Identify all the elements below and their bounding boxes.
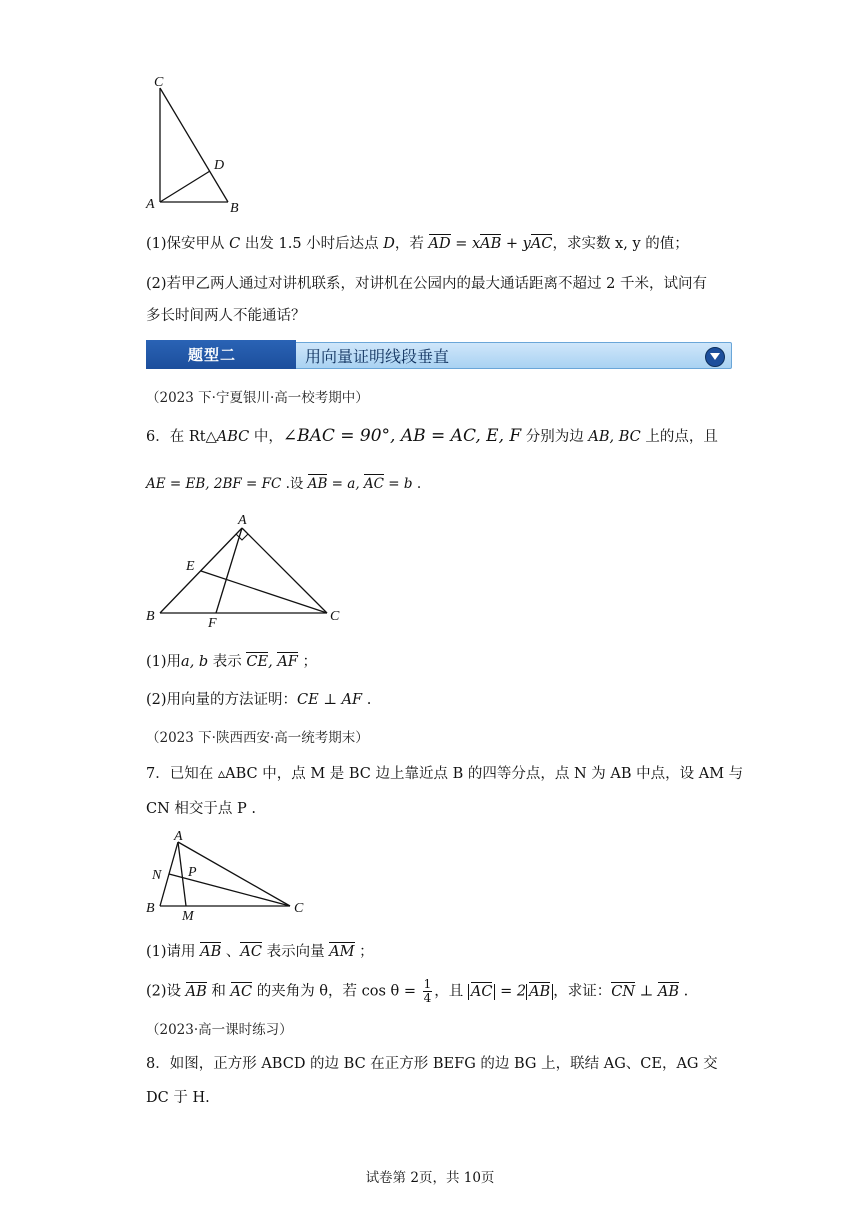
label-M: M <box>182 909 194 924</box>
q8-line2: DC 于 H. <box>146 1090 210 1106</box>
label-C: C <box>154 75 164 90</box>
q7-line1: 7．已知在 ▵ABC 中，点 M 是 BC 边上靠近点 B 的四等分点，点 N 为 AB 中点，设 AM 与 <box>146 766 744 782</box>
label-P: P <box>188 865 197 880</box>
label-E: E <box>186 559 195 574</box>
label-B: B <box>230 201 239 216</box>
label-B: B <box>146 901 155 916</box>
chevron-down-icon <box>705 347 725 367</box>
label-F: F <box>208 616 217 630</box>
q7-part1: (1)请用 AB 、AC 表示向量 AM ； <box>146 944 374 960</box>
label-A: A <box>146 197 155 212</box>
q8-source: （2023·高一课时练习） <box>146 1022 293 1038</box>
banner-title: 用向量证明线段垂直 <box>305 347 450 366</box>
q7-part2: (2)设 AB 和 AC 的夹角为 θ，若 cos θ = $\frac{1}{4}$ ，且 AC = 2 AB ，求证：CN ⊥ AB . <box>146 977 689 1005</box>
page-footer: 试卷第 2页，共 10页 <box>365 1170 495 1186</box>
figure-triangle-abc-right <box>140 510 350 630</box>
label-A: A <box>174 829 183 844</box>
q6-source: （2023 下·宁夏银川·高一校考期中） <box>146 390 369 406</box>
label-B: B <box>146 609 155 624</box>
label-A: A <box>238 513 247 528</box>
label-N: N <box>152 868 162 883</box>
q7-source: （2023 下·陕西西安·高一统考期末） <box>146 730 369 746</box>
q5-part1: (1)保安甲从 C 出发 1.5 小时后达点 D，若 AD = xAB + yAC，求实数 x, y 的值； <box>146 236 689 252</box>
q8-line1: 8．如图，正方形 ABCD 的边 BC 在正方形 BEFG 的边 BG 上，联结 AG、CE，AG 交 <box>146 1056 718 1072</box>
banner-tag <box>146 340 296 369</box>
banner-tag-label: 题型二 <box>188 346 237 364</box>
figure-triangle-abc-cevians <box>140 826 310 926</box>
label-C: C <box>294 901 304 916</box>
q7-line2: CN 相交于点 P . <box>146 801 256 817</box>
q5-part2-line1: (2)若甲乙两人通过对讲机联系，对讲机在公园内的最大通话距离不超过 2 千米，试问有 <box>146 276 707 292</box>
q6-part1: (1)用a, b 表示 CE, AF ； <box>146 654 317 670</box>
q6-line2: AE = EB, 2BF = FC .设 AB = a, AC = b . <box>146 476 422 492</box>
section-banner <box>146 340 730 369</box>
fraction-one-quarter: $\frac{1}{4}$ <box>423 977 432 1005</box>
label-C: C <box>330 609 340 624</box>
label-D: D <box>214 158 225 173</box>
figure-triangle-acb <box>140 70 250 220</box>
q5-part2-line2: 多长时间两人不能通话？ <box>146 308 306 324</box>
banner-title-box <box>274 342 732 369</box>
q6-part2: (2)用向量的方法证明：CE ⊥ AF . <box>146 692 372 708</box>
q6-line1: 6．在 Rt△ABC 中，∠BAC = 90°, AB = AC, E, F 分别为边 AB, BC 上的点，且 <box>146 426 718 446</box>
